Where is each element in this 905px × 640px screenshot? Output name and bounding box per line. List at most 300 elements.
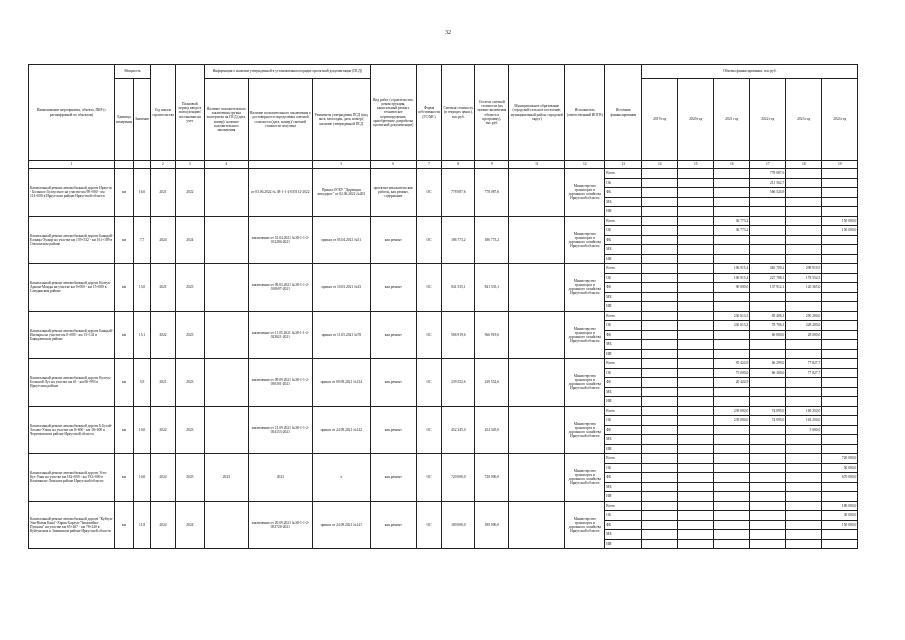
- pd-estimate-cell: заключение от 21.09.2021 №38-1-1-2-054153-2021: [248, 406, 312, 454]
- ownership-cell: ОС: [416, 406, 441, 454]
- executor-cell: Министерство транспорта и дорожного хозяйства Иркутской области: [565, 216, 605, 264]
- amount-cell: [678, 321, 714, 331]
- amount-cell: [822, 235, 858, 245]
- amount-cell: [786, 216, 822, 226]
- column-number-cell: 12: [565, 161, 605, 169]
- amount-cell: [714, 340, 750, 350]
- municipality-cell: [509, 406, 565, 454]
- amount-cell: [642, 169, 678, 179]
- amount-cell: [678, 530, 714, 540]
- work-type-cell: кап.ремонт: [370, 501, 416, 549]
- amount-cell: [750, 473, 786, 483]
- amount-cell: [642, 254, 678, 264]
- amount-cell: [786, 454, 822, 464]
- amount-cell: [786, 340, 822, 350]
- work-type-cell: кап.ремонт: [370, 406, 416, 454]
- amount-cell: [678, 435, 714, 445]
- source-cell: ФБ: [605, 425, 642, 435]
- amount-cell: [786, 235, 822, 245]
- amount-cell: [750, 492, 786, 502]
- amount-cell: [678, 311, 714, 321]
- amount-cell: [642, 378, 678, 388]
- amount-cell: [642, 444, 678, 454]
- source-cell: ОБ: [605, 463, 642, 473]
- page-number: 32: [445, 30, 451, 36]
- column-number-cell: 14: [642, 161, 678, 169]
- amount-cell: [714, 473, 750, 483]
- amount-cell: [822, 368, 858, 378]
- year-header: 2023 год: [786, 79, 822, 161]
- amount-cell: [714, 235, 750, 245]
- value-header: Значение: [134, 79, 151, 161]
- source-cell: МБ: [605, 197, 642, 207]
- amount-cell: [822, 406, 858, 416]
- column-number-cell: 1: [29, 161, 115, 169]
- amount-cell: 298 919,5: [786, 264, 822, 274]
- source-cell: ИИ: [605, 539, 642, 549]
- amount-cell: [750, 235, 786, 245]
- amount-cell: [822, 292, 858, 302]
- financing-table: [28, 64, 858, 549]
- amount-cell: [678, 254, 714, 264]
- pd-estimate-cell: заключение от 20.09.2021 №38-1-1-2-053726-2021: [248, 501, 312, 549]
- source-cell: ОБ: [605, 368, 642, 378]
- table-row: [29, 501, 858, 511]
- amount-cell: 230 613,3: [714, 321, 750, 331]
- amount-cell: [822, 397, 858, 407]
- amount-cell: [678, 378, 714, 388]
- column-number-cell: [248, 161, 312, 169]
- amount-cell: [678, 235, 714, 245]
- column-number-cell: 9: [475, 161, 509, 169]
- value-cell: 7,7: [134, 216, 151, 264]
- pd-approve-cell: х: [312, 454, 370, 502]
- unit-cell: км: [115, 359, 134, 407]
- amount-cell: [678, 454, 714, 464]
- ownership-cell: ОС: [416, 311, 441, 359]
- executor-cell: Министерство транспорта и дорожного хозяйства Иркутской области: [565, 264, 605, 312]
- source-cell: Всего: [605, 264, 642, 274]
- source-cell: Всего: [605, 216, 642, 226]
- amount-cell: 30 000,0: [822, 511, 858, 521]
- amount-cell: [678, 302, 714, 312]
- column-number-cell: 18: [786, 161, 822, 169]
- amount-cell: [822, 188, 858, 198]
- amount-cell: [786, 435, 822, 445]
- source-cell: МБ: [605, 292, 642, 302]
- ownership-cell: ОС: [416, 501, 441, 549]
- amount-cell: [822, 539, 858, 549]
- source-cell: ФБ: [605, 283, 642, 293]
- amount-cell: [678, 283, 714, 293]
- amount-cell: [642, 454, 678, 464]
- amount-cell: [678, 207, 714, 217]
- amount-cell: [750, 226, 786, 236]
- estimate-cost-header: Сметная стоимость (в текущих ценах), тыс.руб.: [442, 65, 475, 161]
- amount-cell: [750, 520, 786, 530]
- amount-cell: 778 087,6: [750, 169, 786, 179]
- table-row: [29, 406, 858, 416]
- year-put-header: Плановый период ввода в эксплуатацию/ постановки на учет: [175, 65, 204, 161]
- amount-cell: [714, 530, 750, 540]
- amount-cell: [786, 530, 822, 540]
- value-cell: 15,0: [134, 264, 151, 312]
- object-name-cell: Капитальный ремонт автомобильной дороги "Куйтун-Уян-Новая Кана"-Харик-Барлук-"Зимовейка-Пушкин" на участке км 65+467 - км 78+240 в Куйтунском и Зиминском районе Иркутской области: [29, 501, 115, 549]
- amount-cell: [786, 188, 822, 198]
- amount-cell: [822, 264, 858, 274]
- year-header: 2022 год: [750, 79, 786, 161]
- amount-cell: [642, 416, 678, 426]
- amount-cell: 180 000,0: [822, 501, 858, 511]
- column-number-cell: 17: [750, 161, 786, 169]
- year-header: 2021 год: [714, 79, 750, 161]
- amount-cell: [642, 321, 678, 331]
- amount-cell: [750, 340, 786, 350]
- pd-approve-cell: приказ от 09.09.2021 №134: [312, 359, 370, 407]
- object-name-cell: Капитальный ремонт автомобильной дороги Усть-Кут-Уоян на участке км 182+000 - км 192+000 в Казачинско-Ленском районе Иркутской области: [29, 454, 115, 502]
- amount-cell: [750, 378, 786, 388]
- amount-cell: 239 000,0: [714, 416, 750, 426]
- source-cell: ОБ: [605, 511, 642, 521]
- amount-cell: [714, 254, 750, 264]
- value-cell: 11,8: [134, 501, 151, 549]
- year-put-cell: 2022: [175, 169, 204, 217]
- amount-cell: [714, 397, 750, 407]
- amount-cell: [642, 387, 678, 397]
- amount-cell: 36 773,2: [714, 216, 750, 226]
- amount-cell: [822, 197, 858, 207]
- amount-cell: [750, 435, 786, 445]
- work-type-cell: кап.ремонт: [370, 311, 416, 359]
- amount-cell: 74 095,0: [750, 416, 786, 426]
- amount-cell: [786, 169, 822, 179]
- source-cell: Всего: [605, 311, 642, 321]
- executor-cell: Министерство транспорта и дорожного хозяйства Иркутской области: [565, 501, 605, 549]
- amount-cell: 169 250,0: [786, 406, 822, 416]
- amount-cell: [642, 435, 678, 445]
- source-header: Источник финансирования: [605, 65, 642, 161]
- year-header: 2019 год: [642, 79, 678, 161]
- amount-cell: [714, 387, 750, 397]
- source-cell: ИИ: [605, 254, 642, 264]
- source-cell: ФБ: [605, 330, 642, 340]
- amount-cell: 85 406,3: [750, 311, 786, 321]
- amount-cell: [714, 197, 750, 207]
- amount-cell: [786, 292, 822, 302]
- amount-cell: 137 912,1: [750, 283, 786, 293]
- amount-cell: [750, 444, 786, 454]
- work-type-header: Вид работ (строительство, реконструкция, капитальный ремонт, техническое перевооружение, приобретение, разработка проектной документации): [370, 65, 416, 161]
- amount-cell: [642, 463, 678, 473]
- municipality-cell: [509, 169, 565, 217]
- ownership-cell: ОС: [416, 359, 441, 407]
- source-cell: ОБ: [605, 178, 642, 188]
- pd-estimate-cell: заключение от 09.03.2021 №38-1-1-2-010697-2021: [248, 264, 312, 312]
- amount-cell: 227 788,1: [750, 273, 786, 283]
- source-cell: ОБ: [605, 273, 642, 283]
- amount-cell: [678, 520, 714, 530]
- unit-header: Единица измерения: [115, 79, 134, 161]
- table-row: [29, 169, 858, 179]
- remaining-cost-cell: 841 535,1: [475, 264, 509, 312]
- estimate-cost-cell: 841 535,1: [442, 264, 475, 312]
- remaining-cost-cell: 720 000,0: [475, 454, 509, 502]
- estimate-cost-cell: 180 000,0: [442, 501, 475, 549]
- amount-cell: [822, 254, 858, 264]
- executor-cell: Министерство транспорта и дорожного хозяйства Иркутской области: [565, 454, 605, 502]
- amount-cell: [642, 368, 678, 378]
- amount-cell: [714, 435, 750, 445]
- amount-cell: 106 915,4: [714, 264, 750, 274]
- table-row: [29, 264, 858, 274]
- amount-cell: 150 000,0: [822, 226, 858, 236]
- year-start-cell: 2024: [151, 501, 176, 549]
- amount-cell: [822, 359, 858, 369]
- amount-cell: [714, 292, 750, 302]
- amount-cell: 77 827,7: [786, 359, 822, 369]
- amount-cell: [678, 368, 714, 378]
- amount-cell: 250 200,0: [786, 311, 822, 321]
- amount-cell: [642, 530, 678, 540]
- amount-cell: [678, 425, 714, 435]
- amount-cell: [642, 235, 678, 245]
- column-number-cell: [134, 161, 151, 169]
- year-start-cell: 2021: [151, 169, 176, 217]
- municipality-cell: [509, 264, 565, 312]
- amount-cell: [678, 463, 714, 473]
- amount-cell: [714, 302, 750, 312]
- ownership-cell: ОС: [416, 169, 441, 217]
- amount-cell: [750, 454, 786, 464]
- source-cell: Всего: [605, 454, 642, 464]
- amount-cell: [678, 482, 714, 492]
- source-cell: МБ: [605, 530, 642, 540]
- amount-cell: [714, 178, 750, 188]
- amount-cell: 211 562,7: [750, 178, 786, 188]
- amount-cell: [678, 340, 714, 350]
- column-number-cell: 6: [370, 161, 416, 169]
- column-number-cell: 4: [204, 161, 248, 169]
- amount-cell: [678, 539, 714, 549]
- amount-cell: [750, 530, 786, 540]
- estimate-cost-cell: 566 919,6: [442, 311, 475, 359]
- value-cell: 15,1: [134, 311, 151, 359]
- column-number-cell: 13: [605, 161, 642, 169]
- amount-cell: [678, 226, 714, 236]
- amount-cell: 90 000,0: [714, 283, 750, 293]
- amount-cell: [642, 511, 678, 521]
- amount-cell: [786, 482, 822, 492]
- year-put-cell: 2024: [175, 501, 204, 549]
- amount-cell: 228 200,0: [786, 321, 822, 331]
- amount-cell: 74 095,0: [750, 406, 786, 416]
- amount-cell: [714, 511, 750, 521]
- source-cell: Всего: [605, 169, 642, 179]
- remaining-cost-cell: 778 087,6: [475, 169, 509, 217]
- amount-cell: [642, 216, 678, 226]
- remaining-cost-cell: 239 552,6: [475, 359, 509, 407]
- amount-cell: 60 000,0: [750, 330, 786, 340]
- amount-cell: [786, 492, 822, 502]
- amount-cell: 36 773,2: [714, 226, 750, 236]
- amount-cell: 77 827,7: [786, 368, 822, 378]
- amount-cell: [678, 169, 714, 179]
- amount-cell: [786, 463, 822, 473]
- amount-cell: [822, 530, 858, 540]
- amount-cell: [822, 340, 858, 350]
- amount-cell: [642, 520, 678, 530]
- amount-cell: [678, 359, 714, 369]
- amount-cell: [786, 197, 822, 207]
- municipality-cell: [509, 311, 565, 359]
- pd-approve-cell: приказ от 10.03.2021 №33: [312, 264, 370, 312]
- amount-cell: [822, 387, 858, 397]
- amount-cell: [642, 330, 678, 340]
- source-cell: ИИ: [605, 492, 642, 502]
- estimate-cost-cell: 452 345,0: [442, 406, 475, 454]
- amount-cell: [678, 492, 714, 502]
- pd-approve-header: Реквизиты утверждения ПСД (вид акта, кем издан, дата, номер)/ наличие утвержденной ПСД: [312, 79, 370, 161]
- amount-cell: 150 000,0: [822, 216, 858, 226]
- pd-positive-cell: [204, 216, 248, 264]
- amount-cell: [786, 511, 822, 521]
- amount-cell: [822, 492, 858, 502]
- pd-positive-cell: [204, 406, 248, 454]
- year-start-cell: 2021: [151, 264, 176, 312]
- amount-cell: 720 000,0: [822, 454, 858, 464]
- amount-cell: [678, 473, 714, 483]
- amount-cell: [750, 349, 786, 359]
- amount-cell: [678, 197, 714, 207]
- year-header: 2024 год: [822, 79, 858, 161]
- amount-cell: [642, 178, 678, 188]
- amount-cell: [750, 302, 786, 312]
- amount-cell: [642, 273, 678, 283]
- amount-cell: [750, 207, 786, 217]
- amount-cell: [642, 311, 678, 321]
- amount-cell: 239 000,0: [714, 406, 750, 416]
- estimate-cost-cell: 778 087,6: [442, 169, 475, 217]
- municipality-header: Муниципальное образование (городской/сельское поселение, муниципальный район, городской округ): [509, 65, 565, 161]
- estimate-cost-cell: 720 000,0: [442, 454, 475, 502]
- amount-cell: [822, 302, 858, 312]
- remaining-cost-cell: 566 919,6: [475, 311, 509, 359]
- amount-cell: [786, 444, 822, 454]
- pd-estimate-cell: 2023: [248, 454, 312, 502]
- col-name-header: Наименование мероприятия, объекта, ПКР (с расшифровкой по объектам): [29, 65, 115, 161]
- amount-cell: [714, 520, 750, 530]
- amount-cell: [678, 188, 714, 198]
- amount-cell: [750, 397, 786, 407]
- amount-cell: 120 365,0: [786, 283, 822, 293]
- source-cell: ИИ: [605, 207, 642, 217]
- column-number-cell: 16: [714, 161, 750, 169]
- amount-cell: [822, 273, 858, 283]
- amount-cell: 28 000,0: [786, 330, 822, 340]
- year-put-cell: 2023: [175, 406, 204, 454]
- amount-cell: 163 250,0: [786, 416, 822, 426]
- source-cell: ФБ: [605, 188, 642, 198]
- amount-cell: [822, 444, 858, 454]
- unit-cell: км: [115, 501, 134, 549]
- amount-cell: 106 915,4: [714, 273, 750, 283]
- estimate-cost-cell: 186 773,2: [442, 216, 475, 264]
- column-number-cell: 11: [509, 161, 565, 169]
- amount-cell: 150 000,0: [822, 520, 858, 530]
- source-cell: ФБ: [605, 473, 642, 483]
- amount-cell: [786, 397, 822, 407]
- amount-cell: [714, 349, 750, 359]
- source-cell: ИИ: [605, 349, 642, 359]
- amount-cell: [678, 511, 714, 521]
- amount-cell: [786, 349, 822, 359]
- year-start-cell: 2024: [151, 216, 176, 264]
- amount-cell: [786, 473, 822, 483]
- amount-cell: [786, 207, 822, 217]
- amount-cell: 670 000,0: [822, 473, 858, 483]
- pd-approve-cell: приказ от 05.04.2021 №51: [312, 216, 370, 264]
- year-put-cell: 2025: [175, 454, 204, 502]
- source-cell: ИИ: [605, 397, 642, 407]
- amount-cell: [822, 169, 858, 179]
- amount-cell: [786, 302, 822, 312]
- amount-cell: [714, 482, 750, 492]
- amount-cell: [642, 492, 678, 502]
- amount-cell: [678, 406, 714, 416]
- object-name-cell: Капитальный ремонт автомобильной дороги Култук-Большой Луг на участке км 61 - км 66+993 в Иркутском районе: [29, 359, 115, 407]
- source-cell: МБ: [605, 245, 642, 255]
- amount-cell: [822, 321, 858, 331]
- object-name-cell: Капитальный ремонт автомобильной дороги Баяндай-Еланцы-Хужир на участке км 159+532 - км 161+189 в Ольхонском районе: [29, 216, 115, 264]
- amount-cell: [822, 349, 858, 359]
- amount-cell: [642, 245, 678, 255]
- pd-positive-cell: [204, 359, 248, 407]
- amount-cell: [786, 245, 822, 255]
- amount-cell: [714, 207, 750, 217]
- amount-cell: [822, 425, 858, 435]
- ownership-cell: ОС: [416, 216, 441, 264]
- remaining-cost-cell: 452 345,0: [475, 406, 509, 454]
- work-type-cell: кап.ремонт: [370, 264, 416, 312]
- work-type-cell: кап.ремонт: [370, 454, 416, 502]
- pd-positive-cell: [204, 264, 248, 312]
- ownership-cell: ОС: [416, 264, 441, 312]
- municipality-cell: [509, 501, 565, 549]
- amount-cell: [642, 302, 678, 312]
- amount-cell: [786, 378, 822, 388]
- amount-cell: [786, 501, 822, 511]
- pd-estimate-cell: заключение от 01.04.2021 №38-1-1-2-013284-2021: [248, 216, 312, 264]
- unit-cell: км: [115, 311, 134, 359]
- pd-estimate-cell: от 03.06.2022 № 38-1-1-2-035112-2022: [248, 169, 312, 217]
- amount-cell: [822, 283, 858, 293]
- amount-cell: [750, 539, 786, 549]
- pd-approve-cell: приказ от 24.09.2021 №141: [312, 501, 370, 549]
- amount-cell: [714, 444, 750, 454]
- column-number-cell: 3: [175, 161, 204, 169]
- pd-positive-cell: [204, 501, 248, 549]
- amount-cell: [822, 416, 858, 426]
- object-name-cell: Капитальный ремонт автомобильной дороги Иркутск - Большое Голоустное на участке км 98+000 - км 114+000 в Иркутском районе Иркутской области: [29, 169, 115, 217]
- table-row: [29, 311, 858, 321]
- column-number-cell: 8: [442, 161, 475, 169]
- pd-positive-header: Наличие положительного заключения органа экспертизы на ПСД (дата, номер)/ наличие положительного заключения: [204, 79, 248, 161]
- amount-cell: 78 706,3: [750, 321, 786, 331]
- amount-cell: [750, 292, 786, 302]
- executor-cell: Министерство транспорта и дорожного хозяйства Иркутской области: [565, 406, 605, 454]
- amount-cell: [750, 387, 786, 397]
- amount-cell: [642, 482, 678, 492]
